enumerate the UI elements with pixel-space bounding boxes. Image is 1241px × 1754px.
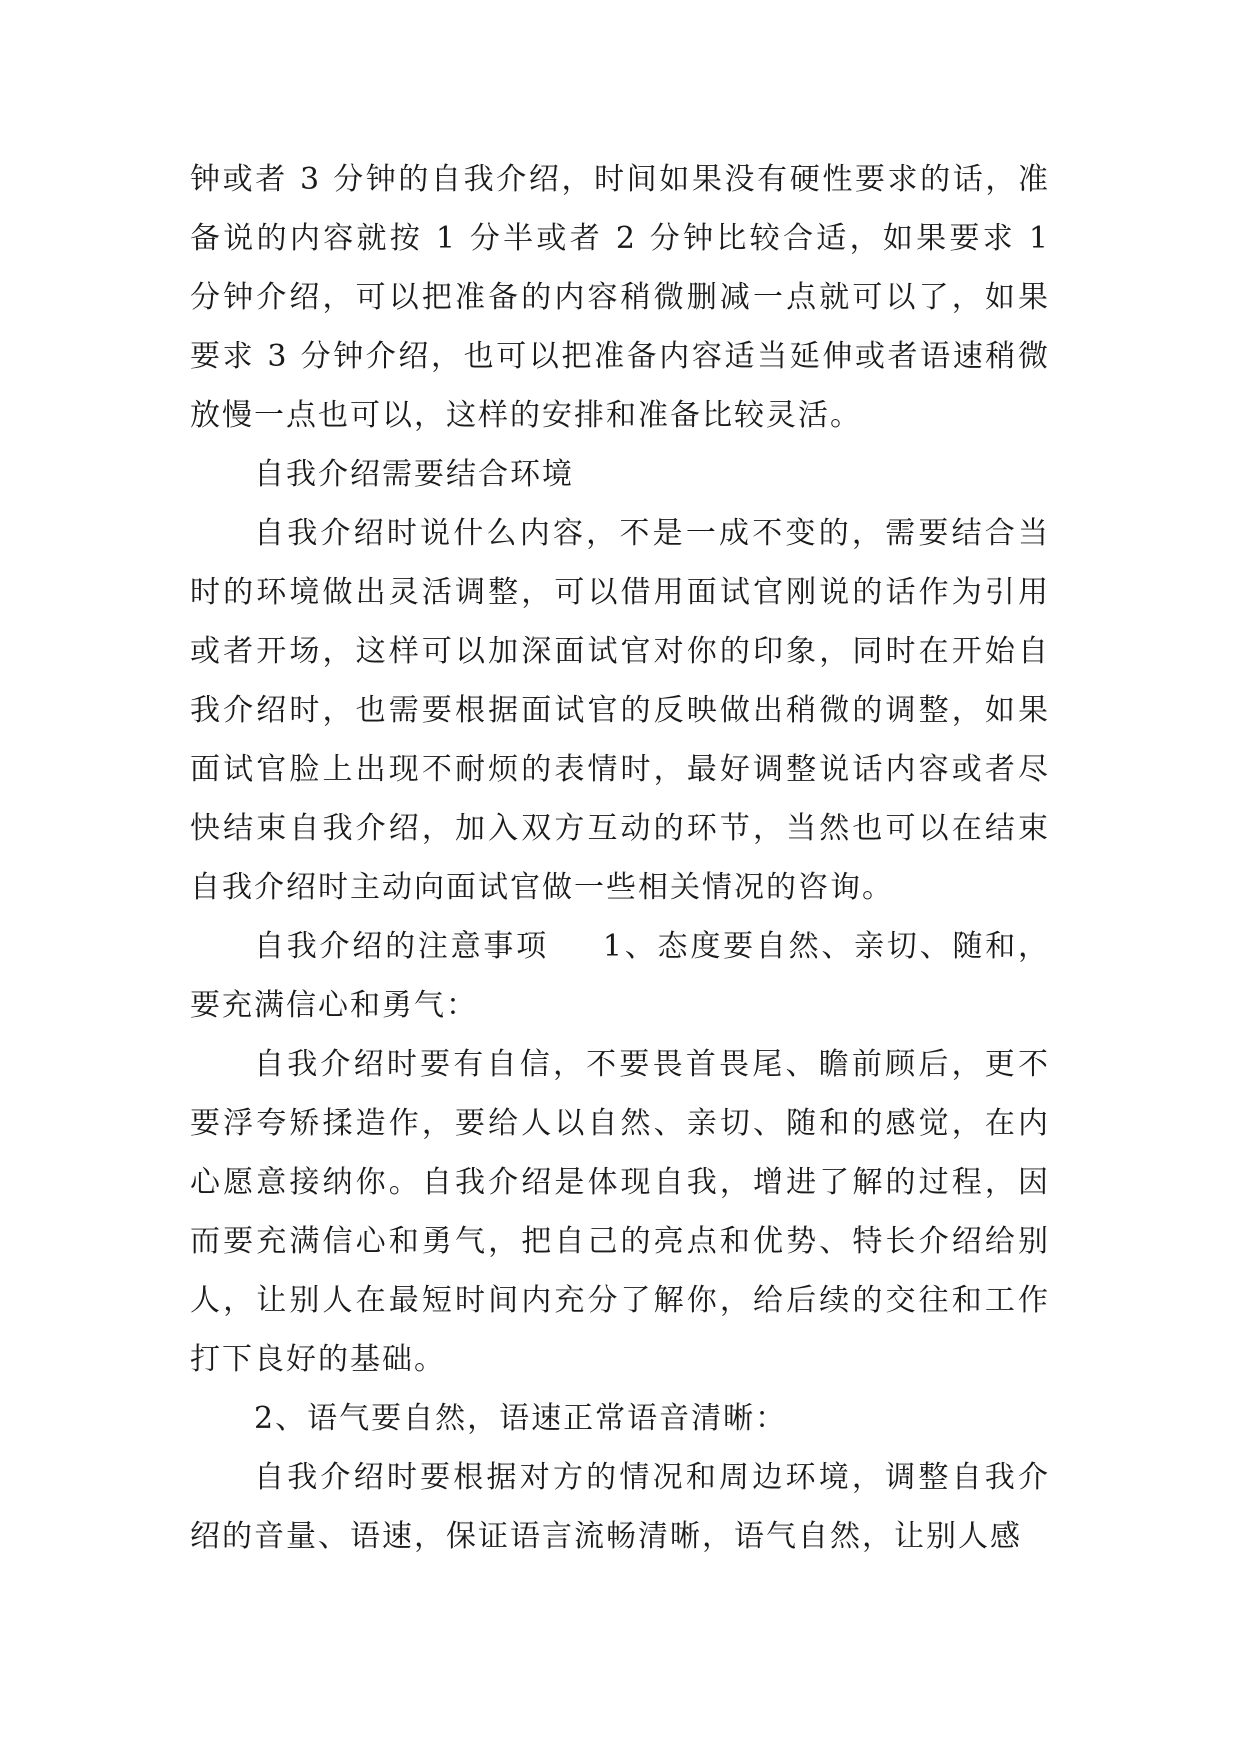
- section-heading-environment: 自我介绍需要结合环境: [254, 457, 574, 492]
- paragraph-environment: 自我介绍时说什么内容，不是一成不变的，需要结合当时的环境做出灵活调整，可以借用面试官刚说的话作为引用或者开场，这样可以加深面试官对你的印象，同时在开始自我介绍时，也需要根据面试官的反映做出稍微的调整，如果面试官脸上出现不耐烦的表情时，最好调整说话内容或者尽快结束自我介绍，加入双方互动的环节，当然也可以在结束自我介绍时主动向面试官做一些相关情况的咨询。: [190, 516, 1050, 905]
- paragraph-point-1-body: 自我介绍时要有自信，不要畏首畏尾、瞻前顾后，更不要浮夸矫揉造作，要给人以自然、亲切、随和的感觉，在内心愿意接纳你。自我介绍是体现自我，增进了解的过程，因而要充满信心和勇气，把自己的亮点和优势、特长介绍给别人，让别人在最短时间内充分了解你，给后续的交往和工作打下良好的基础。: [190, 1047, 1050, 1377]
- document-page: [190, 150, 1050, 1566]
- paragraph-intro-timing: 钟或者 3 分钟的自我介绍，时间如果没有硬性要求的话，准备说的内容就按 1 分半或者 2 分钟比较合适，如果要求 1 分钟介绍，可以把准备的内容稍微删减一点就可以了，如果要求 3 分钟介绍，也可以把准备内容适当延伸或者语速稍微放慢一点也可以，这样的安排和准备比较灵活。: [190, 162, 1050, 433]
- paragraph-point-2-body: 自我介绍时要根据对方的情况和周边环境，调整自我介绍的音量、语速，保证语言流畅清晰，语气自然，让别人感: [190, 1460, 1050, 1554]
- point-2-title: 2、语气要自然，语速正常语音清晰：: [254, 1401, 788, 1436]
- paragraph-notes-point-1: [190, 917, 1050, 1035]
- point-1-title: 1、态度要自然、亲切、随和，要充满信心和勇气：: [190, 929, 1050, 1023]
- section-heading-notes: 自我介绍的注意事项: [254, 929, 549, 964]
